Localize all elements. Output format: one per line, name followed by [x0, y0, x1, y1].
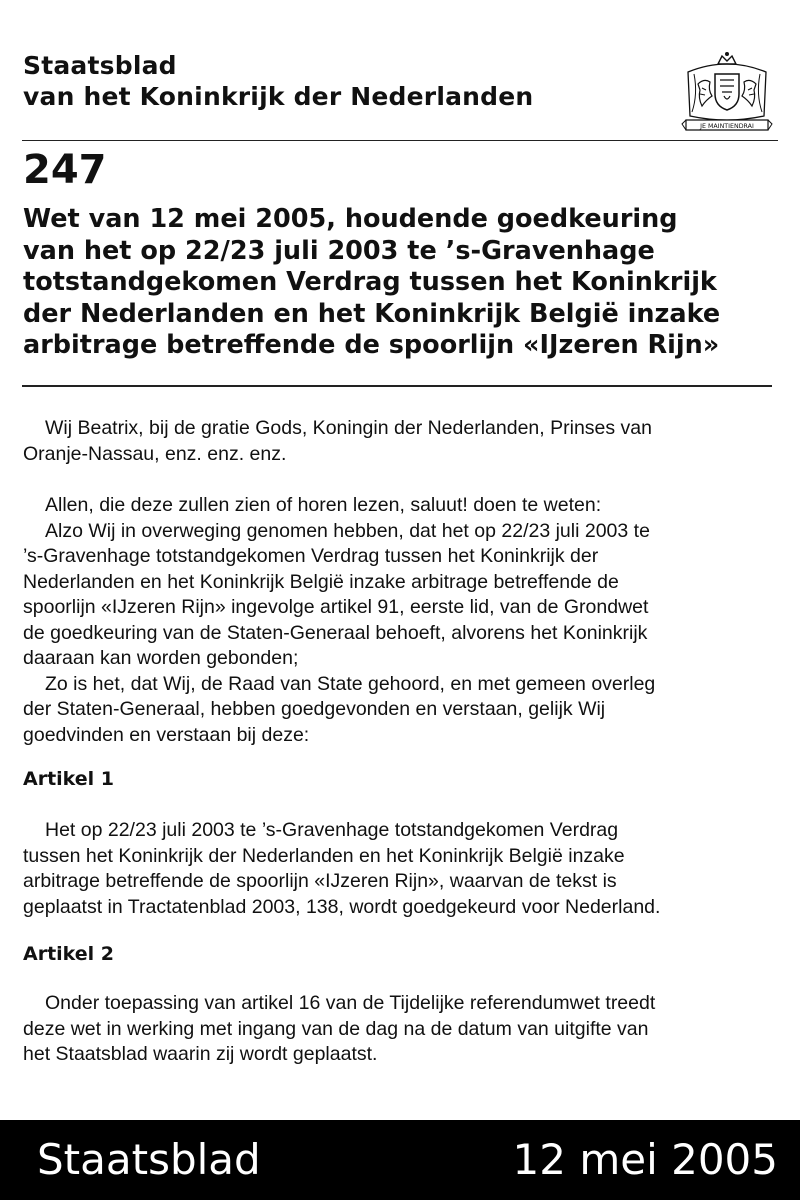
preamble-intro — [23, 416, 783, 467]
publication-subtitle: van het Koninkrijk der Nederlanden — [23, 82, 534, 111]
article-2-heading: Artikel 2 — [23, 943, 115, 965]
royal-coat-of-arms-icon — [678, 50, 776, 136]
text-line: Oranje-Nassau, enz. enz. enz. — [23, 442, 287, 465]
act-title-line: totstandgekomen Verdrag tussen het Koninkrijk — [23, 267, 717, 297]
text-line: ’s-Gravenhage totstandgekomen Verdrag tussen het Koninkrijk der — [23, 545, 599, 567]
text-line: spoorlijn «IJzeren Rijn» ingevolge artikel 91, eerste lid, van de Grondwet — [23, 596, 649, 618]
act-title-line: Wet van 12 mei 2005, houdende goedkeuring — [23, 204, 678, 234]
footer-publication: Staatsblad — [37, 1135, 261, 1184]
footer-bar — [0, 1120, 800, 1200]
title-divider — [22, 385, 772, 387]
masthead-divider — [22, 140, 778, 141]
preamble-body — [23, 493, 783, 748]
masthead — [23, 50, 533, 112]
text-line: der Staten-Generaal, hebben goedgevonden en verstaan, gelijk Wij — [23, 698, 606, 720]
publication-title: Staatsblad — [23, 51, 177, 80]
article-2-body — [23, 991, 783, 1068]
article-1-body — [23, 818, 783, 920]
act-title — [23, 204, 783, 362]
text-line: Zo is het, dat Wij, de Raad van State gehoord, en met gemeen overleg — [45, 672, 656, 695]
text-line: geplaatst in Tractatenblad 2003, 138, wordt goedgekeurd voor Nederland. — [23, 895, 661, 918]
text-line: Onder toepassing van artikel 16 van de Tijdelijke referendumwet treedt — [45, 992, 656, 1014]
text-line: deze wet in werking met ingang van de dag na de datum van uitgifte van — [23, 1017, 649, 1040]
publication-number: 247 — [23, 147, 107, 193]
text-line: tussen het Koninkrijk der Nederlanden en het Koninkrijk België inzake — [23, 844, 625, 867]
text-line: goedvinden en verstaan bij deze: — [23, 723, 310, 746]
text-line: Nederlanden en het Koninkrijk België inzake arbitrage betreffende de — [23, 570, 619, 593]
act-title-line: van het op 22/23 juli 2003 te ’s-Gravenhage — [23, 235, 655, 266]
text-line: de goedkeuring van de Staten-Generaal behoeft, alvorens het Koninkrijk — [23, 621, 648, 644]
crest-motto: JE MAINTIENDRAI — [700, 123, 754, 130]
footer-date: 12 mei 2005 — [512, 1135, 778, 1184]
text-line: Wij Beatrix, bij de gratie Gods, Koningin der Nederlanden, Prinses van — [45, 417, 652, 439]
text-line: Het op 22/23 juli 2003 te ’s-Gravenhage totstandgekomen Verdrag — [45, 819, 619, 841]
text-line: Allen, die deze zullen zien of horen lezen, saluut! doen te weten: — [45, 494, 602, 516]
text-line: daaraan kan worden gebonden; — [23, 647, 299, 669]
article-1-heading: Artikel 1 — [23, 768, 115, 790]
act-title-line: der Nederlanden en het Koninkrijk België inzake — [23, 298, 721, 329]
text-line: Alzo Wij in overweging genomen hebben, dat het op 22/23 juli 2003 te — [45, 519, 650, 542]
act-title-line: arbitrage betreffende de spoorlijn «IJzeren Rijn» — [23, 330, 720, 360]
text-line: arbitrage betreffende de spoorlijn «IJzeren Rijn», waarvan de tekst is — [23, 870, 617, 892]
text-line: het Staatsblad waarin zij wordt geplaatst. — [23, 1043, 378, 1065]
